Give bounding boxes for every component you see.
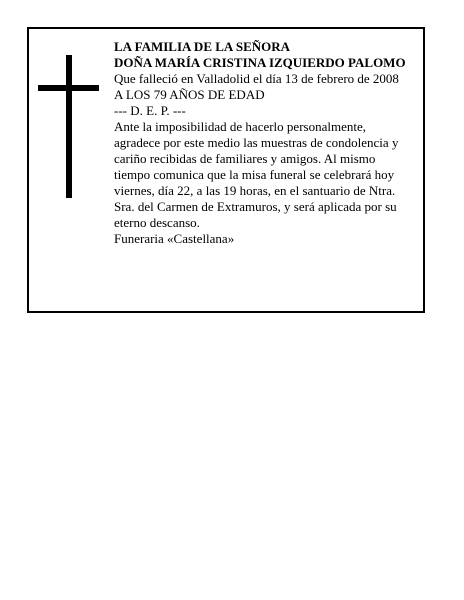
message-line: agradece por este medio las muestras de condolencia y — [114, 135, 399, 150]
death-info: Que falleció en Valladolid el día 13 de febrero de 2008 — [114, 71, 399, 86]
funeral-home: Funeraria «Castellana» — [114, 231, 235, 246]
cross-vertical-bar — [66, 55, 72, 198]
cross-horizontal-bar — [38, 85, 99, 91]
message-line: cariño recibidas de familiares y amigos. Al mismo — [114, 151, 376, 166]
message-line: tiempo comunica que la misa funeral se celebrará hoy — [114, 167, 395, 182]
message-line: Sra. del Carmen de Extramuros, y será aplicada por su — [114, 199, 397, 214]
message-line: viernes, día 22, a las 19 horas, en el santuario de Ntra. — [114, 183, 396, 198]
message-body — [114, 119, 426, 231]
message-line: Ante la imposibilidad de hacerlo personalmente, — [114, 119, 366, 134]
message-line: eterno descanso. — [114, 215, 200, 230]
age-line: A LOS 79 AÑOS DE EDAD — [114, 87, 265, 102]
rip-line: --- D. E. P. --- — [114, 103, 186, 118]
deceased-name: DOÑA MARÍA CRISTINA IZQUIERDO PALOMO — [114, 55, 406, 70]
notice-heading: LA FAMILIA DE LA SEÑORA — [114, 39, 291, 54]
notice-text — [114, 39, 426, 247]
obituary-notice — [27, 27, 425, 313]
